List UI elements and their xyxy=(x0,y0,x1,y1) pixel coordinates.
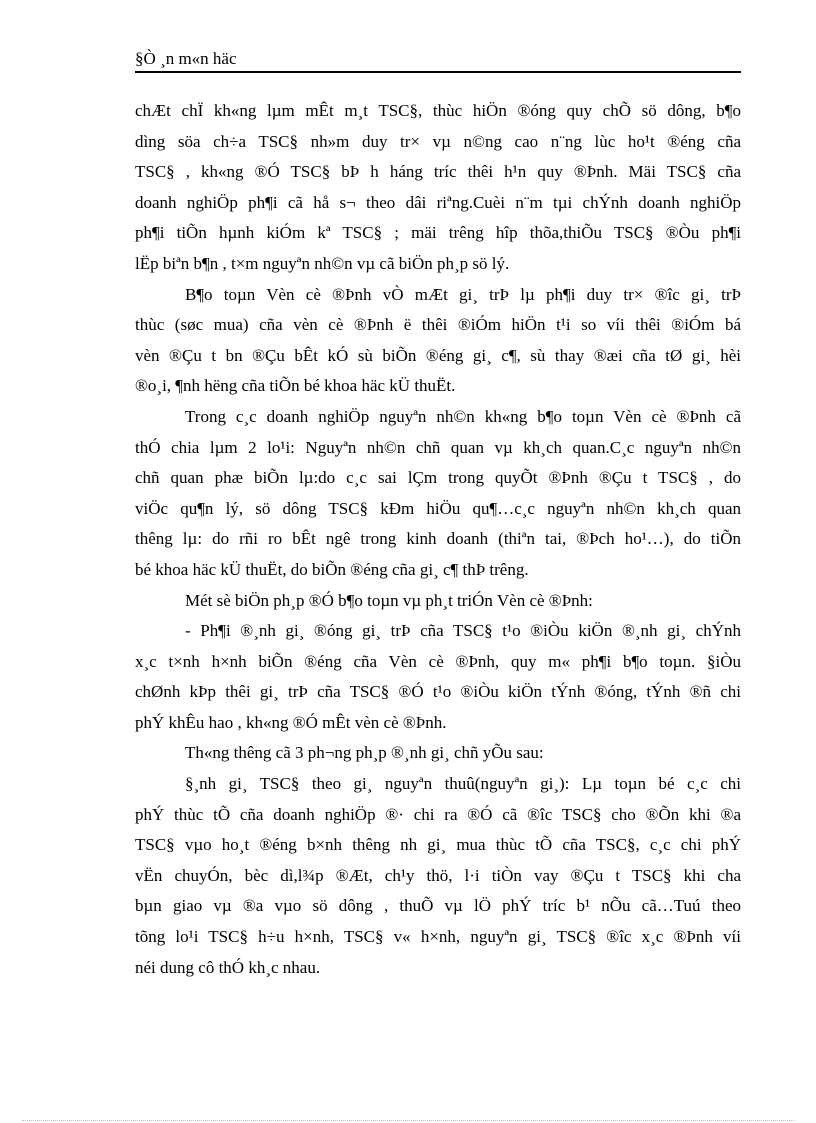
text-line: Mét sè biÖn ph¸p ®Ó b¶o toµn vµ ph¸t triÓn Vèn cè ®Þnh: xyxy=(185,590,593,610)
text-line: bµn giao vµ ®a vµo sö dông , thuÕ vµ lÖ phÝ tríc b¹ nÕu cã…Tuú theo xyxy=(135,896,741,916)
text-line: tõng lo¹i TSC§ h÷u h×nh, TSC§ v« h×nh, nguyªn gi¸ TSC§ ®îc x¸c ®Þnh víi xyxy=(135,927,741,947)
text-line: lËp biªn b¶n , t×m nguyªn nh©n vµ cã biÖn ph¸p sö lý. xyxy=(135,253,510,273)
text-line: chñ quan phæ biÕn lµ:do c¸c sai lÇm trong quyÕt ®Þnh ®Çu t TSC§ , do xyxy=(135,468,741,488)
text-line: vèn ®Çu t bn ®Çu bÊt kÓ sù biÕn ®éng gi¸ c¶, sù thay ®æi cña tØ gi¸ hèi xyxy=(135,345,741,365)
text-line: - Ph¶i ®¸nh gi¸ ®óng gi¸ trÞ cña TSC§ t¹o ®iÒu kiÖn ®¸nh gi¸ chÝnh xyxy=(185,621,741,641)
text-line: néi dung cô thÓ kh¸c nhau. xyxy=(135,957,321,977)
text-line: chÆt chÏ kh«ng lµm mÊt m¸t TSC§, thùc hiÖn ®óng quy chÕ sö dông, b¶o xyxy=(135,101,741,120)
page-bottom-divider xyxy=(22,1120,794,1121)
text-line: bé khoa häc kÜ thuËt, do biÕn ®éng cña gi¸ c¶ thÞ trêng. xyxy=(135,559,529,579)
text-line: phÝ khÊu hao , kh«ng ®Ó mÊt vèn cè ®Þnh. xyxy=(135,712,447,732)
text-line: ph¶i tiÕn hµnh kiÓm kª TSC§ ; mäi trêng hîp thõa,thiÕu TSC§ ®Òu ph¶i xyxy=(135,223,741,243)
text-line: viÖc qu¶n lý, sö dông TSC§ kÐm hiÖu qu¶…c¸c nguyªn nh©n kh¸ch quan xyxy=(135,498,741,518)
text-line: TSC§ , kh«ng ®Ó TSC§ bÞ h háng tríc thêi h¹n quy ®Þnh. Mäi TSC§ cña xyxy=(135,162,741,182)
text-line: doanh nghiÖp ph¶i cã hå s¬ theo dâi riªng.Cuèi n¨m tµi chÝnh doanh nghiÖp xyxy=(135,192,741,212)
text-line: x¸c t×nh h×nh biÕn ®éng cña Vèn cè ®Þnh, quy m« ph¶i b¶o toµn. §iÒu xyxy=(135,651,741,671)
page-header-title: §Ò ¸n m«n häc xyxy=(135,49,237,68)
text-line: ®o¸i, ¶nh hëng cña tiÕn bé khoa häc kÜ thuËt. xyxy=(135,376,456,396)
text-line: TSC§ vµo ho¸t ®éng b×nh thêng nh gi¸ mua thùc tÕ cña TSC§, c¸c chi phÝ xyxy=(135,835,741,855)
text-line: chØnh kÞp thêi gi¸ trÞ cña TSC§ ®Ó t¹o ®iÒu kiÖn tÝnh ®óng, tÝnh ®ñ chi xyxy=(135,682,741,702)
text-line: thÓ chia lµm 2 lo¹i: Nguyªn nh©n chñ quan vµ kh¸ch quan.C¸c nguyªn nh©n xyxy=(135,437,741,457)
text-line: thêng lµ: do rñi ro bÊt ngê trong kinh doanh (thiªn tai, ®Þch ho¹…), do tiÕn xyxy=(135,529,741,549)
text-line: thùc (søc mua) cña vèn cè ®Þnh ë thêi ®iÓm hiÖn t¹i so víi thêi ®iÓm bá xyxy=(135,315,741,335)
text-line: Trong c¸c doanh nghiÖp nguyªn nh©n kh«ng b¶o toµn Vèn cè ®Þnh cã xyxy=(185,406,741,426)
text-line: dìng söa ch÷a TSC§ nh»m duy tr× vµ n©ng cao n¨ng lùc ho¹t ®éng cña xyxy=(135,131,741,151)
text-line: vËn chuyÓn, bèc dì,l¾p ®Æt, ch¹y thö, l·i tiÒn vay ®Çu t TSC§ khi cha xyxy=(135,865,741,885)
header-divider xyxy=(135,71,741,73)
text-line: §¸nh gi¸ TSC§ theo gi¸ nguyªn thuû(nguyªn gi¸): Lµ toµn bé c¸c chi xyxy=(185,774,741,794)
document-body xyxy=(135,96,741,983)
text-line: Th«ng thêng cã 3 ph¬ng ph¸p ®¸nh gi¸ chñ yÕu sau: xyxy=(185,743,544,763)
text-line: phÝ thùc tÕ cña doanh nghiÖp ®· chi ra ®Ó cã ®îc TSC§ cho ®Õn khi ®a xyxy=(135,804,741,824)
text-line: B¶o toµn Vèn cè ®Þnh vÒ mÆt gi¸ trÞ lµ ph¶i duy tr× ®îc gi¸ trÞ xyxy=(185,284,741,304)
